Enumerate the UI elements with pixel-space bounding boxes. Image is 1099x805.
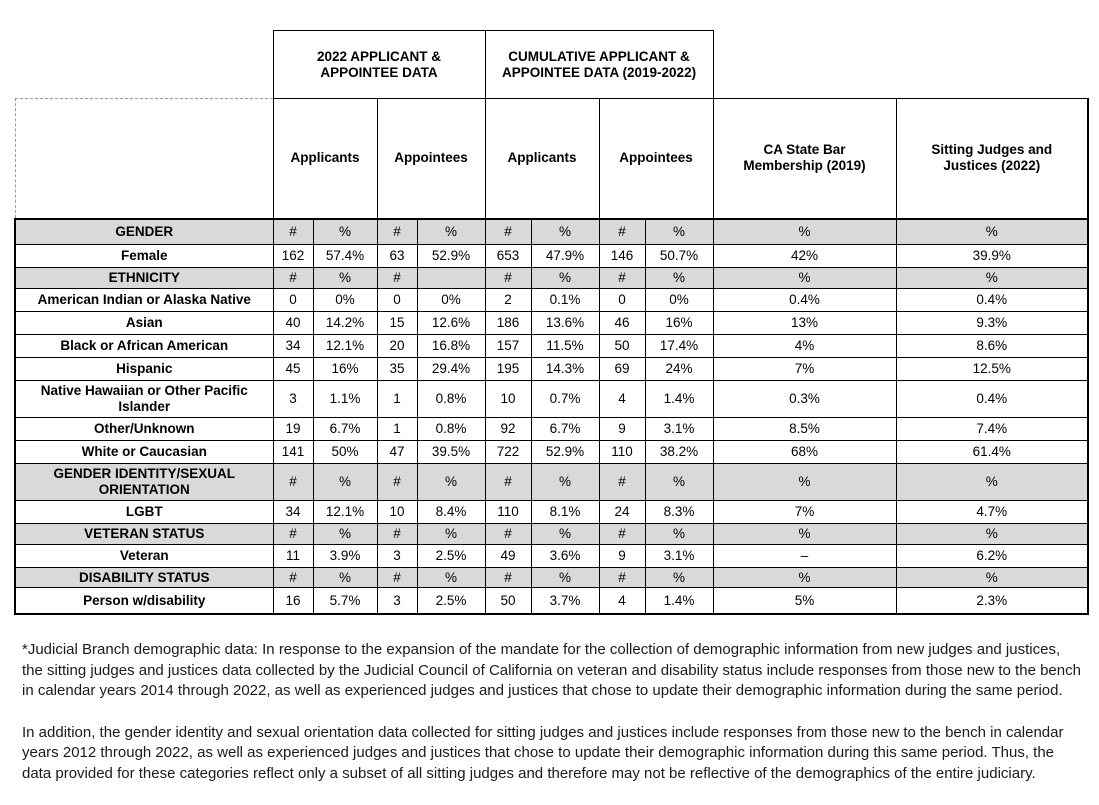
table-cell: % [896, 219, 1088, 245]
table-cell: 52.9% [531, 440, 599, 463]
table-cell: 16% [313, 357, 377, 380]
table-cell: 50 [485, 588, 531, 614]
table-cell: 49 [485, 544, 531, 567]
row-label: Veteran [15, 544, 273, 567]
table-cell: % [417, 463, 485, 500]
table-cell: 17.4% [645, 334, 713, 357]
row-label: GENDER IDENTITY/SEXUAL ORIENTATION [15, 463, 273, 500]
table-cell: # [273, 268, 313, 289]
table-cell: # [485, 523, 531, 544]
table-cell: 15 [377, 311, 417, 334]
table-cell: 3 [377, 544, 417, 567]
section-header-row [15, 523, 1088, 544]
table-cell: 8.3% [645, 500, 713, 523]
table-cell: 0.1% [531, 288, 599, 311]
table-cell: 146 [599, 245, 645, 268]
footnote-paragraph-2: In addition, the gender identity and sexual orientation data collected for sitting judges and justices include responses from those new to the bench in calendar years 2012 through 2022, as well as experienced judges and justices that chose to update their demographic information during this same period. Thus, the data provided for these categories reflect only a subset of all sitting judges and therefore may not be reflective of the demographics of the entire judiciary. [22, 723, 1064, 782]
table-cell: % [645, 523, 713, 544]
table-cell: 47.9% [531, 245, 599, 268]
row-label: ETHNICITY [15, 268, 273, 289]
table-cell: # [377, 523, 417, 544]
row-label: GENDER [15, 219, 273, 245]
table-body [15, 219, 1088, 614]
table-cell: 12.1% [313, 334, 377, 357]
table-cell: % [645, 268, 713, 289]
table-cell: % [645, 567, 713, 588]
table-cell: 653 [485, 245, 531, 268]
table-cell: % [896, 523, 1088, 544]
table-cell: 7.4% [896, 417, 1088, 440]
table-cell: 16 [273, 588, 313, 614]
row-label: Hispanic [15, 357, 273, 380]
table-cell: 14.3% [531, 357, 599, 380]
table-cell: 2 [485, 288, 531, 311]
table-cell: – [713, 544, 896, 567]
table-cell: # [273, 463, 313, 500]
table-cell: 12.5% [896, 357, 1088, 380]
table-row [15, 380, 1088, 417]
table-cell: 14.2% [313, 311, 377, 334]
table-cell: 12.1% [313, 500, 377, 523]
table-cell: 0% [417, 288, 485, 311]
table-cell: # [485, 463, 531, 500]
table-cell: 9 [599, 417, 645, 440]
table-cell: 3.6% [531, 544, 599, 567]
footnotes [22, 640, 1084, 784]
table-cell: 8.6% [896, 334, 1088, 357]
row-label: Female [15, 245, 273, 268]
table-cell: 1.4% [645, 380, 713, 417]
table-cell: % [713, 567, 896, 588]
table-cell: 8.5% [713, 417, 896, 440]
column-header-ca-state-bar: CA State Bar Membership (2019) [713, 99, 896, 219]
column-header-applicants-2022: Applicants [273, 99, 377, 219]
table-cell: % [645, 463, 713, 500]
table-cell: 34 [273, 334, 313, 357]
section-header-row [15, 219, 1088, 245]
table-cell: % [313, 268, 377, 289]
table-cell: 10 [485, 380, 531, 417]
table-cell: 57.4% [313, 245, 377, 268]
table-cell: 42% [713, 245, 896, 268]
column-header-row [15, 99, 1088, 219]
table-cell: % [531, 219, 599, 245]
table-cell: 1 [377, 380, 417, 417]
table-cell: 47 [377, 440, 417, 463]
table-cell: 50% [313, 440, 377, 463]
table-cell: 7% [713, 500, 896, 523]
row-label: Person w/disability [15, 588, 273, 614]
table-cell: # [485, 219, 531, 245]
footnote-paragraph-1: *Judicial Branch demographic data: In response to the expansion of the mandate for the collection of demographic information from new judges and justices, the sitting judges and justices data collected by the Judicial Council of California on veteran and disability status include responses from those new to the bench in calendar years 2014 through 2022, as well as experienced judges and justices that chose to update their demographic information during the same period. [22, 641, 1081, 700]
table-cell: # [377, 268, 417, 289]
table-cell: 2.5% [417, 544, 485, 567]
table-cell: 5.7% [313, 588, 377, 614]
group-header-row [15, 31, 1088, 99]
row-label: Native Hawaiian or Other Pacific Islander [15, 380, 273, 417]
table-cell: 38.2% [645, 440, 713, 463]
column-header-applicants-cumulative: Applicants [485, 99, 599, 219]
table-row [15, 311, 1088, 334]
table-cell: % [417, 219, 485, 245]
table-cell: 45 [273, 357, 313, 380]
table-cell: % [531, 523, 599, 544]
section-header-row [15, 567, 1088, 588]
row-label: DISABILITY STATUS [15, 567, 273, 588]
section-header-row [15, 463, 1088, 500]
table-cell: 0.4% [896, 380, 1088, 417]
table-header [15, 31, 1088, 219]
table-cell: 68% [713, 440, 896, 463]
table-cell: 3.7% [531, 588, 599, 614]
table-cell: 0.3% [713, 380, 896, 417]
table-row [15, 245, 1088, 268]
table-cell: 10 [377, 500, 417, 523]
table-cell: 92 [485, 417, 531, 440]
table-cell: 2.3% [896, 588, 1088, 614]
table-cell: 61.4% [896, 440, 1088, 463]
table-cell: % [896, 567, 1088, 588]
table-cell: 0% [645, 288, 713, 311]
table-cell: # [377, 219, 417, 245]
table-cell: 11.5% [531, 334, 599, 357]
table-cell: # [599, 523, 645, 544]
table-cell: 0% [313, 288, 377, 311]
table-cell: 157 [485, 334, 531, 357]
table-cell: 4 [599, 380, 645, 417]
table-cell: 1 [377, 417, 417, 440]
table-cell [417, 268, 485, 289]
table-cell: 0 [377, 288, 417, 311]
table-cell: 29.4% [417, 357, 485, 380]
table-cell: # [273, 219, 313, 245]
table-cell: 4 [599, 588, 645, 614]
table-cell: 50 [599, 334, 645, 357]
table-cell: 3.9% [313, 544, 377, 567]
table-cell: # [599, 219, 645, 245]
table-cell: 19 [273, 417, 313, 440]
table-cell: 11 [273, 544, 313, 567]
table-row [15, 357, 1088, 380]
column-header-appointees-cumulative: Appointees [599, 99, 713, 219]
table-row [15, 417, 1088, 440]
table-cell: % [417, 523, 485, 544]
table-cell: % [713, 219, 896, 245]
group-header-2022: 2022 APPLICANT & APPOINTEE DATA [273, 31, 485, 99]
row-label: White or Caucasian [15, 440, 273, 463]
table-cell: 24% [645, 357, 713, 380]
table-cell: # [599, 463, 645, 500]
table-cell: 63 [377, 245, 417, 268]
table-cell: 1.1% [313, 380, 377, 417]
table-cell: 9.3% [896, 311, 1088, 334]
group-header-cumulative: CUMULATIVE APPLICANT & APPOINTEE DATA (2019-2022) [485, 31, 713, 99]
table-cell: 0.4% [713, 288, 896, 311]
table-cell: 4.7% [896, 500, 1088, 523]
table-cell: % [313, 567, 377, 588]
row-label: Black or African American [15, 334, 273, 357]
row-label: American Indian or Alaska Native [15, 288, 273, 311]
table-cell: 0 [599, 288, 645, 311]
table-cell: # [273, 523, 313, 544]
table-cell: # [485, 567, 531, 588]
table-cell: 8.1% [531, 500, 599, 523]
table-cell: 0 [273, 288, 313, 311]
table-cell: 3.1% [645, 417, 713, 440]
table-cell: 40 [273, 311, 313, 334]
table-cell: 34 [273, 500, 313, 523]
table-row [15, 334, 1088, 357]
table-row [15, 588, 1088, 614]
table-cell: 16% [645, 311, 713, 334]
table-cell: 13.6% [531, 311, 599, 334]
row-label: VETERAN STATUS [15, 523, 273, 544]
table-cell: 162 [273, 245, 313, 268]
row-label-header-cell [15, 99, 273, 219]
table-cell: 5% [713, 588, 896, 614]
table-cell: # [599, 567, 645, 588]
table-cell: 12.6% [417, 311, 485, 334]
table-cell: # [377, 463, 417, 500]
table-cell: 46 [599, 311, 645, 334]
table-cell: 3.1% [645, 544, 713, 567]
empty-top-right-cell [713, 31, 1088, 99]
row-label: Asian [15, 311, 273, 334]
column-header-sitting-judges: Sitting Judges and Justices (2022) [896, 99, 1088, 219]
table-cell: % [713, 463, 896, 500]
table-cell: % [417, 567, 485, 588]
table-cell: 52.9% [417, 245, 485, 268]
table-cell: # [377, 567, 417, 588]
table-cell: 50.7% [645, 245, 713, 268]
table-cell: 13% [713, 311, 896, 334]
row-label: LGBT [15, 500, 273, 523]
table-cell: % [896, 463, 1088, 500]
demographics-table [14, 30, 1089, 615]
table-cell: % [313, 219, 377, 245]
table-row [15, 288, 1088, 311]
table-cell: 8.4% [417, 500, 485, 523]
table-cell: % [645, 219, 713, 245]
table-cell: % [531, 268, 599, 289]
table-cell: 20 [377, 334, 417, 357]
table-cell: % [313, 463, 377, 500]
table-cell: 1.4% [645, 588, 713, 614]
table-cell: 39.5% [417, 440, 485, 463]
table-cell: 35 [377, 357, 417, 380]
table-cell: 141 [273, 440, 313, 463]
table-cell: 3 [273, 380, 313, 417]
table-cell: % [713, 523, 896, 544]
table-cell: 7% [713, 357, 896, 380]
table-cell: 722 [485, 440, 531, 463]
table-cell: 110 [599, 440, 645, 463]
table-cell: # [599, 268, 645, 289]
table-row [15, 500, 1088, 523]
demographics-table-container [14, 30, 1089, 615]
table-cell: % [313, 523, 377, 544]
table-cell: 3 [377, 588, 417, 614]
table-cell: 9 [599, 544, 645, 567]
table-row [15, 544, 1088, 567]
table-cell: 0.8% [417, 380, 485, 417]
table-cell: % [896, 268, 1088, 289]
table-cell: 110 [485, 500, 531, 523]
table-cell: # [273, 567, 313, 588]
table-cell: # [485, 268, 531, 289]
table-cell: 69 [599, 357, 645, 380]
empty-corner-cell [15, 31, 273, 99]
table-cell: % [713, 268, 896, 289]
table-cell: 4% [713, 334, 896, 357]
table-cell: 2.5% [417, 588, 485, 614]
column-header-appointees-2022: Appointees [377, 99, 485, 219]
table-cell: 0.8% [417, 417, 485, 440]
table-cell: 6.7% [531, 417, 599, 440]
table-cell: 186 [485, 311, 531, 334]
table-cell: 0.4% [896, 288, 1088, 311]
table-cell: 24 [599, 500, 645, 523]
table-cell: % [531, 567, 599, 588]
table-cell: 6.2% [896, 544, 1088, 567]
table-cell: 6.7% [313, 417, 377, 440]
table-cell: 16.8% [417, 334, 485, 357]
table-row [15, 440, 1088, 463]
table-cell: % [531, 463, 599, 500]
row-label: Other/Unknown [15, 417, 273, 440]
table-cell: 195 [485, 357, 531, 380]
section-header-row [15, 268, 1088, 289]
table-cell: 39.9% [896, 245, 1088, 268]
table-cell: 0.7% [531, 380, 599, 417]
